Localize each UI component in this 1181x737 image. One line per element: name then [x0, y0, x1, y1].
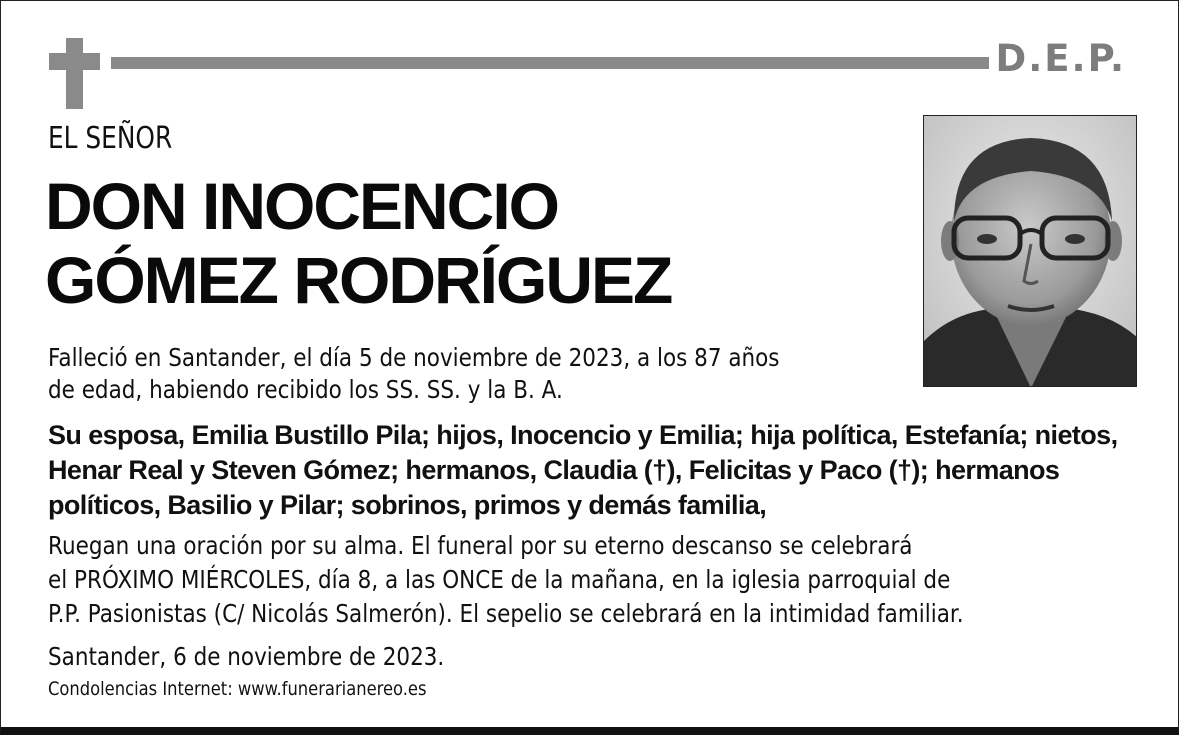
dep-label: D.E.P.	[995, 37, 1126, 80]
family-list	[48, 418, 1117, 523]
family-line-2: Henar Real y Steven Gómez; hermanos, Claudia (†), Felicitas y Paco (†); hermanos	[48, 455, 1060, 485]
family-line-3: políticos, Basilio y Pilar; sobrinos, primos y demás familia,	[48, 490, 767, 520]
deceased-name	[45, 169, 671, 317]
funeral-details	[48, 529, 964, 631]
header-rule	[111, 57, 989, 69]
death-announcement	[48, 342, 780, 406]
honorific: EL SEÑOR	[48, 121, 173, 156]
cross-horizontal-bar	[49, 53, 100, 70]
portrait-photo	[923, 115, 1137, 387]
death-line-1: Falleció en Santander, el día 5 de noviembre de 2023, a los 87 años	[48, 343, 780, 372]
place-date: Santander, 6 de noviembre de 2023.	[48, 642, 445, 671]
cross-vertical-bar	[66, 38, 83, 109]
family-line-1: Su esposa, Emilia Bustillo Pila; hijos, Inocencio y Emilia; hija política, Estefanía; nietos,	[48, 420, 1118, 450]
prayer-line-3: P.P. Pasionistas (C/ Nicolás Salmerón). El sepelio se celebrará en la intimidad familiar.	[48, 599, 964, 628]
prayer-line-1: Ruegan una oración por su alma. El funeral por su eterno descanso se celebrará	[48, 531, 913, 560]
portrait-image	[924, 116, 1137, 387]
name-line-2: GÓMEZ RODRÍGUEZ	[45, 243, 672, 317]
prayer-line-2: el PRÓXIMO MIÉRCOLES, día 8, a las ONCE de la mañana, en la iglesia parroquial de	[48, 565, 951, 594]
death-line-2: de edad, habiendo recibido los SS. SS. y la B. A.	[48, 375, 563, 404]
condolences-link[interactable]: Condolencias Internet: www.funerarianereo.es	[48, 678, 427, 700]
name-line-1: DON INOCENCIO	[45, 169, 559, 243]
